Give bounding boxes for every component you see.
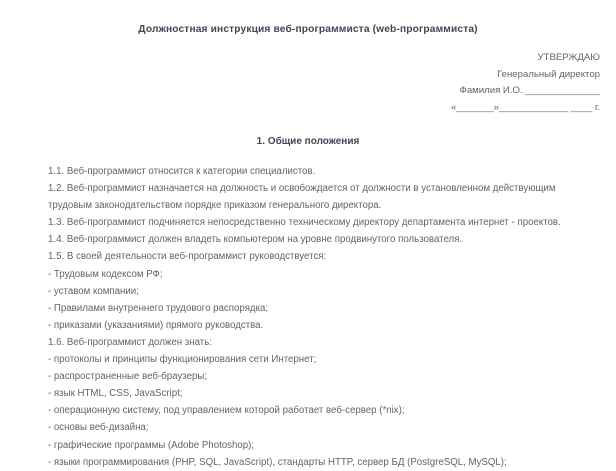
approval-date-line: «_______»_____________ ____ г. xyxy=(450,101,600,113)
list-item: - графические программы (Adobe Photoshop); xyxy=(48,439,255,451)
paragraph: 1.1. Веб-программист относится к категории специалистов. xyxy=(48,166,316,177)
approval-label: УТВЕРЖДАЮ xyxy=(537,52,600,63)
paragraph: 1.3. Веб-программист подчиняется непосредственно техническому директору департамента интернет - проектов. xyxy=(48,217,561,229)
paragraph: 1.4. Веб-программист должен владеть компьютером на уровне продвинутого пользователя. xyxy=(48,234,463,246)
list-item: - основы веб-дизайна; xyxy=(48,422,149,434)
document-title: Должностная инструкция веб-программиста (web-программиста) xyxy=(138,24,478,35)
approval-position: Генеральный директор xyxy=(497,68,600,80)
list-item: - языки программирования (PHP, SQL, JavaScript), стандарты HTTP, сервер БД (PostgreSQL, MySQL); xyxy=(48,456,507,468)
list-item: - операционную систему, под управлением которой работает веб-сервер (*nix); xyxy=(48,405,405,417)
section-body xyxy=(0,149,616,471)
paragraph: 1.5. В своей деятельности веб-программист руководствуется: xyxy=(48,251,327,263)
approval-name-line: Фамилия И.О. ______________ xyxy=(459,85,600,96)
paragraph: 1.2. Веб-программист назначается на должность и освобождается от должности в установленном действующим трудовым законодательством порядке приказом генерального директора. xyxy=(48,183,556,212)
list-item: - Правилами внутреннего трудового распорядка; xyxy=(48,302,269,314)
list-item: - Трудовым кодексом РФ; xyxy=(48,268,163,280)
list-item: - приказами (указаниями) прямого руководства. xyxy=(48,319,264,331)
list-item: - уставом компании; xyxy=(48,285,139,297)
list-item: - язык HTML, CSS, JavaScript; xyxy=(48,388,183,400)
approval-block xyxy=(0,50,616,116)
section-heading-general-provisions: 1. Общие положения xyxy=(256,136,360,147)
list-item: - протоколы и принципы функционирования сети Интернет; xyxy=(48,354,317,366)
list-item: - распространенные веб-браузеры; xyxy=(48,371,208,383)
paragraph: 1.6. Веб-программист должен знать: xyxy=(48,336,212,348)
